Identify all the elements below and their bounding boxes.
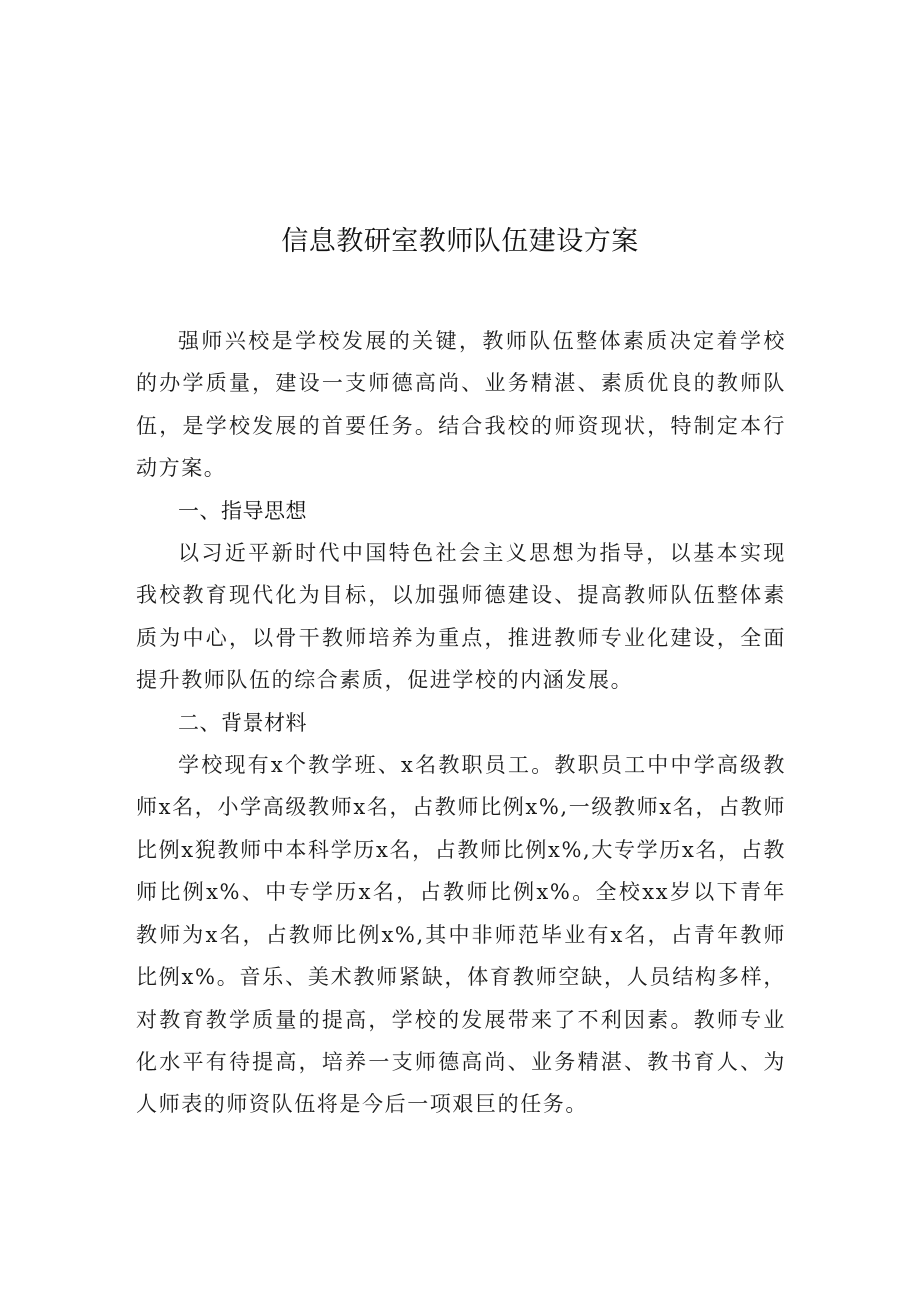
section-heading-guiding-ideology: 一、指导思想	[178, 498, 307, 523]
document-title: 信息教研室教师队伍建设方案	[281, 226, 639, 257]
intro-paragraph: 强师兴校是学校发展的关键，教师队伍整体素质决定着学校的办学质量，建设一支师德高尚、业务精湛、素质优良的教师队伍，是学校发展的首要任务。结合我校的师资现状，特制定本行动方案。	[136, 329, 786, 481]
section-paragraph-guiding-ideology: 以习近平新时代中国特色社会主义思想为指导，以基本实现我校教育现代化为目标，以加强师德建设、提高教师队伍整体素质为中心，以骨干教师培养为重点，推进教师专业化建设，全面提升教师队伍的综合素质，促进学校的内涵发展。	[136, 541, 786, 693]
section-heading-background: 二、背景材料	[178, 710, 307, 735]
section-paragraph-background: 学校现有x个教学班、x名教职员工。教职员工中中学高级教师x名，小学高级教师x名，占教师比例x%,一级教师x名，占教师比例x猊教师中本科学历x名，占教师比例x%,大专学历x名，占教师比例x%、中专学历x名，占教师比例x%。全校xx岁以下青年教师为x名，占教师比例x%,其中非师范毕业有x名，占青年教师比例x%。音乐、美术教师紧缺，体育教师空缺，人员结构多样，对教育教学质量的提高，学校的发展带来了不利因素。教师专业化水平有待提高，培养一支师德高尚、业务精湛、教书育人、为人师表的师资队伍将是今后一项艰巨的任务。	[136, 753, 786, 1117]
document-body	[136, 320, 786, 1126]
